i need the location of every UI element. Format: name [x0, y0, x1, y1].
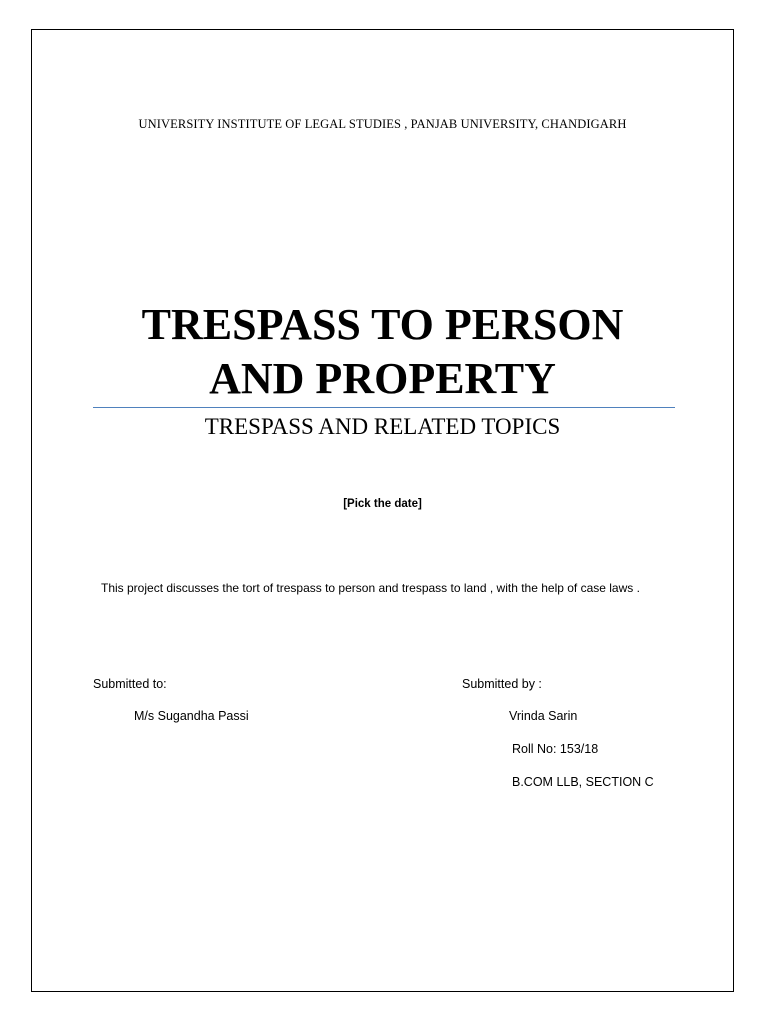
- date-placeholder[interactable]: [Pick the date]: [343, 498, 422, 510]
- document-title: [31, 298, 734, 406]
- submitted-to-label: Submitted to:: [93, 677, 167, 691]
- submitted-to-name: M/s Sugandha Passi: [134, 709, 249, 723]
- submitted-by-name: Vrinda Sarin: [509, 709, 578, 723]
- course-section: B.COM LLB, SECTION C: [512, 775, 654, 789]
- institute-name: UNIVERSITY INSTITUTE OF LEGAL STUDIES , PANJAB UNIVERSITY, CHANDIGARH: [138, 117, 627, 131]
- title-divider: [93, 407, 675, 408]
- page-border: [31, 29, 734, 992]
- title-line-2: AND PROPERTY: [209, 354, 556, 403]
- abstract-text: This project discusses the tort of trespass to person and trespass to land , with the help of case laws .: [101, 581, 640, 595]
- roll-number: Roll No: 153/18: [512, 742, 599, 756]
- title-line-1: TRESPASS TO PERSON: [141, 300, 624, 349]
- submitted-by-label: Submitted by :: [462, 677, 542, 691]
- document-subtitle: TRESPASS AND RELATED TOPICS: [204, 414, 561, 439]
